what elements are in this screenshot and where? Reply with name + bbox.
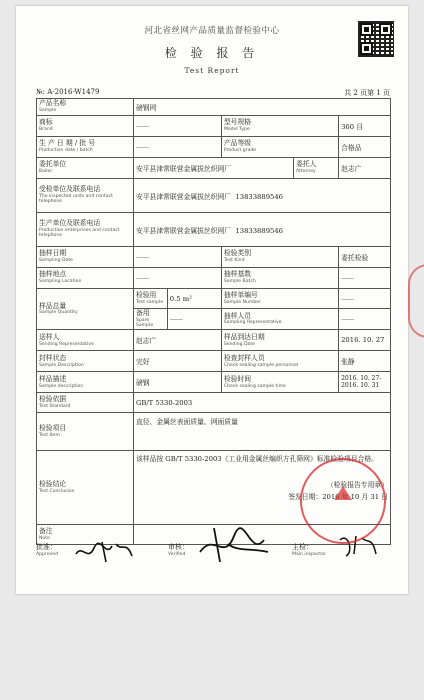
enterprise-phone: 13833889546: [235, 226, 284, 235]
table-row: [37, 393, 391, 413]
label-production: 生 产 日 期 / 批 号 Production date / batch: [37, 137, 134, 158]
value-inspected: 安平县津常联营金属拔丝织网厂 13833889546: [133, 179, 390, 213]
label-conclusion: 检验结论 Test Conclusion: [37, 451, 134, 525]
value-sampling-location: -------: [133, 268, 221, 289]
label-seal-desc: 封样状态 Sample Description: [37, 351, 134, 372]
value-grade: 合格品: [339, 137, 391, 158]
label-enterprise: 生产单位及联系电话 Production enterprises and contact telephone: [37, 213, 134, 247]
value-bailor: 安平县津常联营金属拔丝织网厂: [133, 158, 293, 179]
value-sample-batch: -------: [339, 268, 391, 289]
label-inspected: 受检单位及联系电话 The inspected units and contact telephone: [37, 179, 134, 213]
label-test-sample: 检验用 Test sample: [133, 289, 167, 309]
value-test-kind: 委托检验: [339, 247, 391, 268]
label-test-kind: 检验类别 Test Kind: [221, 247, 338, 268]
label-sample-quantity: 样品总量 Sample Quantity: [37, 289, 134, 330]
value-sample: 磅钢网: [133, 99, 390, 116]
label-remark: 备注 Note: [37, 525, 134, 545]
table-row: [37, 268, 391, 289]
table-row: [37, 372, 391, 393]
table-row: [37, 351, 391, 372]
value-check-time: 2016. 10. 27-2016. 10. 31: [339, 372, 391, 393]
value-enterprise: 安平县津常联营金属拔丝织网厂 13833889546: [133, 213, 390, 247]
report-title: 检 验 报 告: [164, 46, 260, 60]
label-sample-number: 抽样单编号 Sample Number: [221, 289, 338, 309]
label-bailor: 委托单位 Bailor: [37, 158, 134, 179]
value-sample-desc: 磅钢: [133, 372, 221, 393]
label-seal-personnel: 检查封样人员 Check sealing sample personnel: [221, 351, 338, 372]
value-sample-number: -------: [339, 289, 391, 309]
inspected-phone: 13833889546: [235, 192, 284, 201]
value-items: 直径、金属丝表面质量、网面质量: [133, 413, 390, 451]
verified-signature: 审核： Verified: [168, 543, 189, 557]
label-items: 检验项目 Test Item: [37, 413, 134, 451]
value-production: -------: [133, 137, 221, 158]
table-row: [37, 330, 391, 351]
label-sending-rep: 送样人 Sending Representative: [37, 330, 134, 351]
label-attorney: 委托人 Attorney: [294, 158, 339, 179]
value-standard: GB/T 5330-2003: [133, 393, 390, 413]
value-brand: -------: [133, 116, 221, 137]
official-seal-icon: [300, 458, 386, 544]
label-brand: 商标 Brand: [37, 116, 134, 137]
qr-code-icon: [358, 21, 394, 57]
inspector-signature: 主检： Main inspector: [292, 543, 326, 557]
value-model: 360 目: [339, 116, 391, 137]
label-sampling-location: 抽样地点 Sampling Location: [37, 268, 134, 289]
value-sampling-date: -------: [133, 247, 221, 268]
page-count: 共 2 页第 1 页: [344, 89, 390, 97]
value-sampling-rep: -------: [339, 309, 391, 330]
label-sample-desc: 样品描述 Sample description: [37, 372, 134, 393]
conclusion-text: 该样品按 GB/T 5330-2003《工业用金属丝编织方孔筛网》标准检验项目合格。: [135, 455, 378, 464]
label-sending-date: 样品到达日期 Sending Date: [221, 330, 338, 351]
table-row: [37, 413, 391, 451]
report-meta: [36, 88, 390, 98]
label-standard: 检验依据 Test Standard: [37, 393, 134, 413]
label-sampling-rep: 抽样人员 Sampling Representative: [221, 309, 338, 330]
edge-seal-icon: [408, 264, 424, 338]
value-spare-sample: -------: [167, 309, 221, 330]
label-grade: 产品等级 Product grade: [221, 137, 338, 158]
table-row: [37, 289, 391, 309]
table-row: [37, 213, 391, 247]
label-sampling-date: 抽样日期 Sampling Date: [37, 247, 134, 268]
label-check-time: 检验时间 Check sealing sample time: [221, 372, 338, 393]
report-number: №: A-2016-W1479: [36, 88, 100, 96]
value-test-sample: 0.5 m²: [167, 289, 221, 309]
stamp-caption: （检验报告专用章）: [326, 480, 388, 489]
label-model: 型号规格 Model Type: [221, 116, 338, 137]
table-row: [37, 247, 391, 268]
table-row: [37, 179, 391, 213]
label-sample-batch: 抽样基数 Sample Batch: [221, 268, 338, 289]
label-sample: 产品名称 Sample: [37, 99, 134, 116]
table-row: [37, 158, 391, 179]
value-attorney: 赵志广: [339, 158, 391, 179]
value-seal-desc: 完好: [133, 351, 221, 372]
report-title-en: Test Report: [184, 66, 240, 75]
handwritten-signature-approved: [72, 536, 142, 566]
label-spare-sample: 备用 Spare Sample: [133, 309, 167, 330]
value-seal-personnel: 张静: [339, 351, 391, 372]
handwritten-signature-verified: [194, 522, 274, 566]
value-sending-rep: 赵志广: [133, 330, 221, 351]
approved-signature: 批准： Approved: [36, 543, 59, 557]
table-row: [37, 116, 391, 137]
issue-date: 签发日期：2016 年 10 月 31 日: [288, 492, 388, 501]
table-row: [37, 137, 391, 158]
organization-name: 河北省丝网产品质量监督检验中心: [144, 26, 280, 36]
table-row: [37, 99, 391, 116]
value-sending-date: 2016. 10. 27: [339, 330, 391, 351]
